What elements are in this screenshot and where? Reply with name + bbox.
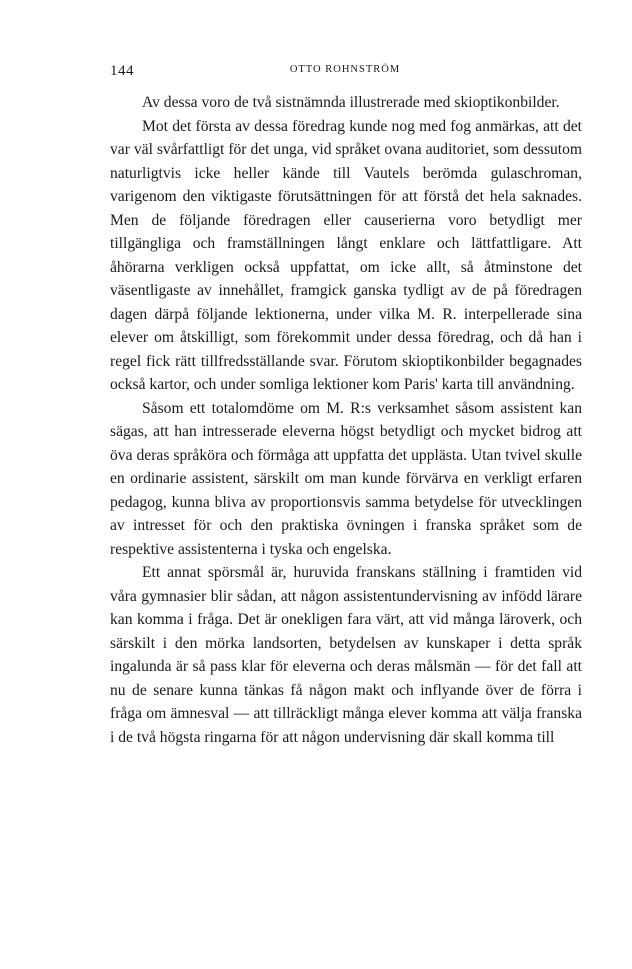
- paragraph: Mot det första av dessa föredrag kunde nog med fog anmärkas, att det var väl svårfattligt för det unga, vid språket ovana auditoriet, som dessutom naturligtvis icke heller kände till Vautels berömda gulaschroman, varigenom den viktigaste förutsättningen för att förstå det hela saknades. Men de följande föredragen eller causerierna voro betydligt mer tillgängliga och framställningen långt enklare och lättfattligare. Att åhörarna verkligen också uppfattat, om icke allt, så åtminstone det väsentligaste av innehållet, framgick ganska tydligt av de på föredragen dagen därpå följande lektionerna, under vilka M. R. interpellerade sina elever om åtskilligt, som förekommit under dessa föredrag, och då han i regel fick rätt tillfredsställande svar. Förutom skioptikonbilder begagnades också kartor, och under somliga lektioner kom Paris' karta till användning.: [110, 117, 582, 393]
- paragraph: Ett annat spörsmål är, huruvida franskans ställning i framtiden vid våra gymnasier blir sådan, att någon assistentundervisning av infödd lärare kan komma i fråga. Det är onekligen fara värt, att vid många läroverk, och särskilt i den mörka landsorten, betydelsen av kunskaper i detta språk ingalunda är så pass klar för eleverna och deras målsmän — för det fall att nu de senare kunna tänkas få någon makt och inflyande över de förra i fråga om ämnesval — att tillräckligt många elever komma att välja franska i de två högsta ringarna för att någon undervisning där skall komma till: [110, 564, 582, 746]
- paragraph: Av dessa voro de två sistnämnda illustrerade med skioptikonbilder.: [142, 94, 560, 111]
- page-number: 144: [110, 63, 134, 79]
- body-text: [110, 91, 582, 749]
- paragraph: Såsom ett totalomdöme om M. R:s verksamhet såsom assistent kan sägas, att han intresserade eleverna högst betydligt och mycket bidrog att öva deras språköra och förmåga att uppfatta det upplästa. Utan tvivel skulle en ordinarie assistent, särskilt om man kunde förvärva en verkligt erfaren pedagog, kunna bliva av proportionsvis samma betydelse för utvecklingen av intresset för och den praktiska övningen i franska språket som de respektive assistenterna i tyska och engelska.: [110, 399, 582, 558]
- running-title: OTTO ROHNSTRÖM: [289, 64, 401, 75]
- running-head: [110, 63, 580, 83]
